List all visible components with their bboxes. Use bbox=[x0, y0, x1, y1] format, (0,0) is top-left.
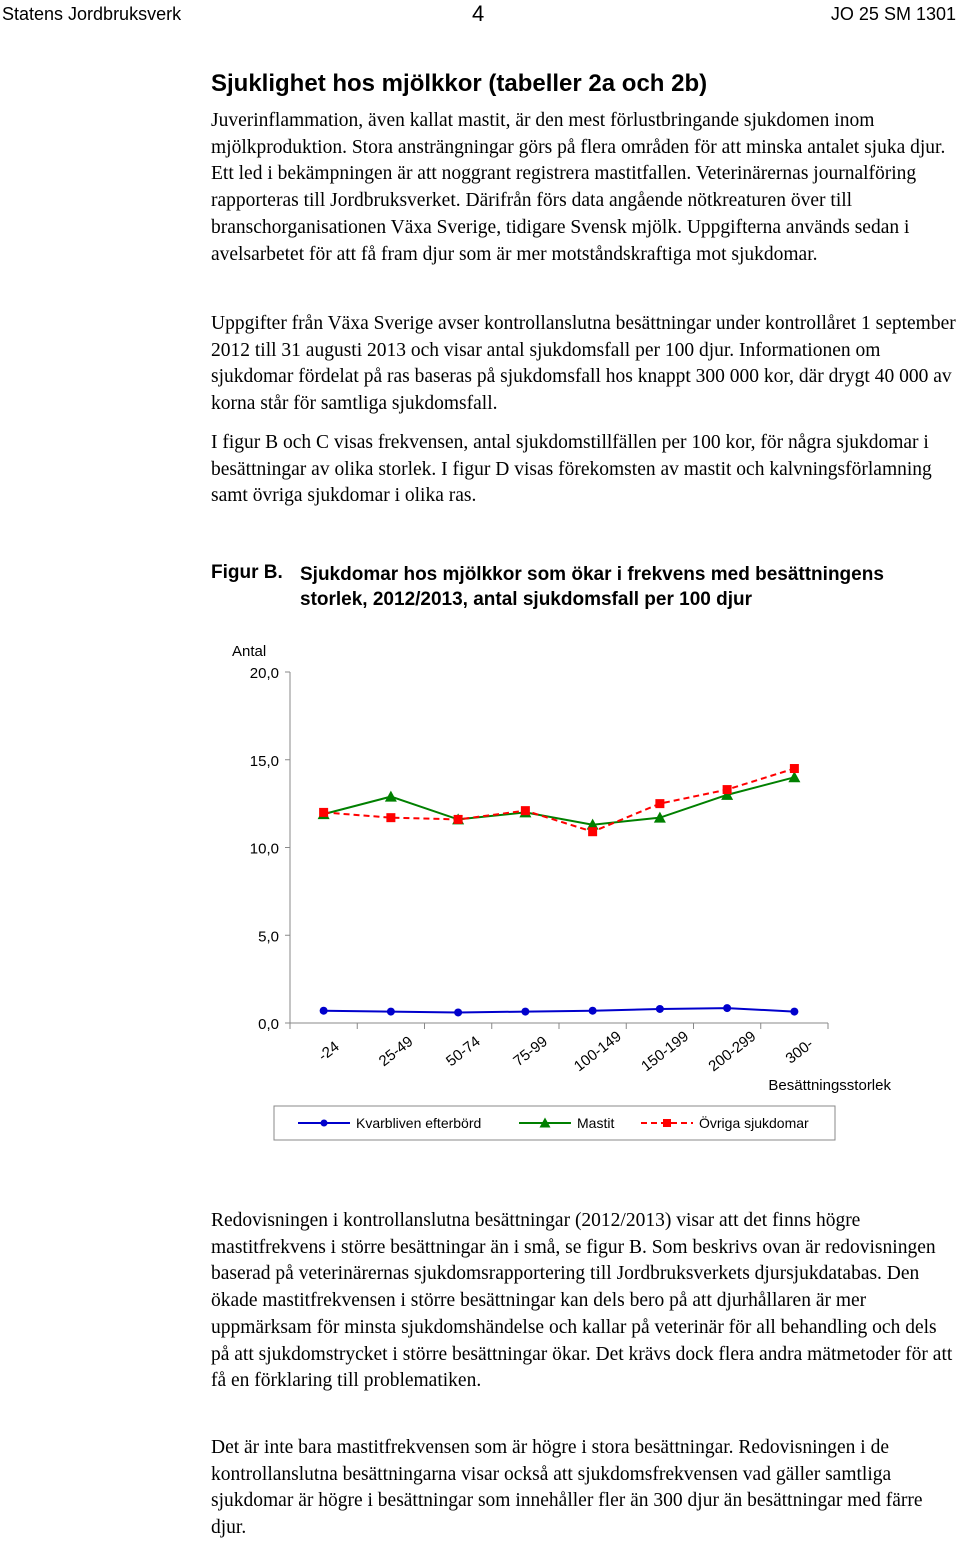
data-point bbox=[385, 791, 397, 802]
x-tick-label: 100-149 bbox=[570, 1027, 625, 1076]
y-axis-title: Antal bbox=[232, 643, 267, 660]
x-tick-label: 75-99 bbox=[510, 1032, 551, 1070]
data-point bbox=[790, 764, 799, 773]
data-point bbox=[656, 1005, 664, 1013]
data-point bbox=[521, 806, 530, 815]
data-point bbox=[454, 1008, 462, 1016]
data-point bbox=[386, 813, 395, 822]
x-axis-title: Besättningsstorlek bbox=[768, 1077, 891, 1094]
y-tick-label: 5,0 bbox=[258, 928, 279, 946]
x-tick-label: 200-299 bbox=[705, 1027, 760, 1076]
page-number: 4 bbox=[472, 1, 485, 26]
y-tick-label: 15,0 bbox=[249, 752, 279, 770]
data-point bbox=[723, 785, 732, 794]
paragraph-data-source: Uppgifter från Växa Sverige avser kontrollanslutna besättningar under kontrollåret 1 september 2012 till 31 augusti 2013 och visar antal sjukdomsfall per 100 djur. Informationen om sjukdomar fördelat på ras baseras på sjukdomsfall hos knappt 300 000 kor, där drygt 40 000 av korna står för samtliga sjukdomsfall. bbox=[211, 313, 956, 415]
paragraph-conclusion: Det är inte bara mastitfrekvensen som är högre i stora besättningar. Redovisningen i de kontrollanslutna besättningarna visar också att sjukdomsfrekvensen vad gäller samtliga sjukdomar är högre i besättningar som innehåller fler än 300 djur än besättningar med färre djur. bbox=[211, 1437, 923, 1539]
legend-label: Övriga sjukdomar bbox=[699, 1115, 809, 1131]
data-point bbox=[321, 1120, 328, 1127]
y-tick-label: 10,0 bbox=[249, 840, 279, 858]
y-tick-label: 0,0 bbox=[258, 1016, 279, 1033]
line-chart bbox=[0, 630, 960, 1150]
section-title: Sjuklighet hos mjölkkor (tabeller 2a och 2b) bbox=[211, 70, 708, 97]
data-point bbox=[588, 827, 597, 836]
data-point bbox=[655, 799, 664, 808]
x-tick-label: 25-49 bbox=[375, 1032, 417, 1070]
paragraph-figures: I figur B och C visas frekvensen, antal sjukdomstillfällen per 100 kor, för några sjukdomar i besättningar av olika storlek. I figur D visas förekomsten av mastit och kalvningsförlamning samt övriga sjukdomar i olika ras. bbox=[211, 432, 932, 507]
x-tick-label: 300- bbox=[782, 1035, 817, 1068]
paragraph-results: Redovisningen i kontrollanslutna besättningar (2012/2013) visar att det finns högre mastitfrekvens i större besättningar än i små, se figur B. Som beskrivs ovan är redovisningen baserad på veterinärernas sjukdomsrapportering till Jordbruksverkets djursjukdatabas. Den ökade mastitfrekvensen i större besättningar kan dels bero på att djurhållaren är mer uppmärksam för minsta sjukdomshändelse och kallar på veterinär för all behandling och dels på att sjukdomstrycket i större besättningar ökar. Det krävs dock flera andra mätmetoder för att få en förklaring till problematiken. bbox=[211, 1210, 953, 1392]
data-point bbox=[663, 1119, 671, 1127]
legend-label: Kvarbliven efterbörd bbox=[356, 1115, 482, 1131]
x-tick-label: 150-199 bbox=[638, 1027, 693, 1076]
data-point bbox=[387, 1008, 395, 1016]
data-point bbox=[319, 808, 328, 817]
header-left: Statens Jordbruksverk bbox=[2, 4, 182, 24]
data-point bbox=[790, 1008, 798, 1016]
data-point bbox=[320, 1007, 328, 1015]
figure-label: Figur B. bbox=[211, 562, 283, 583]
header-right: JO 25 SM 1301 bbox=[830, 4, 956, 24]
paragraph-intro: Juverinflammation, även kallat mastit, är den mest förlustbringande sjukdomen inom mjölkproduktion. Stora ansträngningar görs på flera områden för att minska antalet sjuka djur. Ett led i bekämpningen är att noggrant registrera mastitfallen. Veterinärernas journalföring rapporteras till Jordbruksverket. Därifrån förs data angående nötkreaturen över till branschorganisationen Växa Sverige, tidigare Svensk mjölk. Uppgifterna används sedan i avelsarbetet för att få fram djur som är mer motståndskraftiga mot sjukdomar. bbox=[211, 110, 946, 265]
y-tick-label: 20,0 bbox=[249, 665, 279, 682]
data-point bbox=[723, 1004, 731, 1012]
data-point bbox=[521, 1008, 529, 1016]
x-tick-label: 50-74 bbox=[443, 1032, 484, 1070]
x-tick-label: -24 bbox=[315, 1038, 343, 1065]
data-point bbox=[589, 1007, 597, 1015]
legend-label: Mastit bbox=[577, 1115, 615, 1131]
figure-title: Sjukdomar hos mjölkkor som ökar i frekvens med besättningens storlek, 2012/2013, antal sjukdomsfall per 100 djur bbox=[300, 564, 884, 610]
data-point bbox=[454, 815, 463, 824]
